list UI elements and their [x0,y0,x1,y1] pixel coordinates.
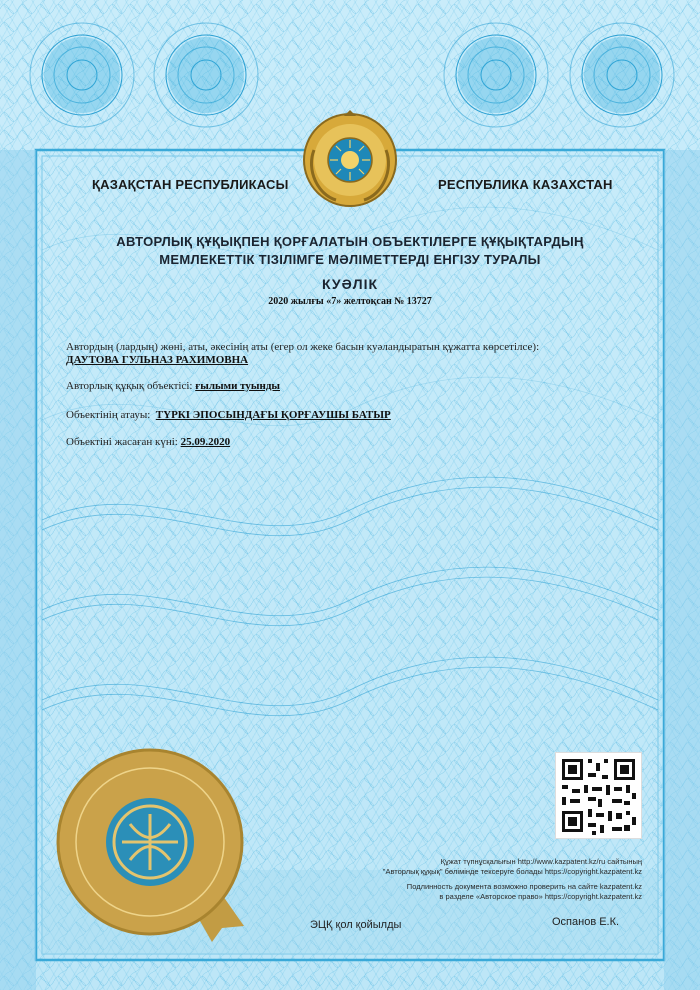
object-type-label: Авторлық құқық объектісі: [66,380,193,392]
document-name: КУӘЛІК [321,276,379,292]
signature-label: ЭЦҚ қол қойылды [310,919,402,931]
object-name-value: ТҮРКІ ЭПОСЫНДАҒЫ ҚОРҒАУШЫ БАТЫР [155,409,391,421]
signer-name: Оспанов Е.К. [552,916,620,928]
title-line-1: АВТОРЛЫҚ ҚҰҚЫҚПЕН ҚОРҒАЛАТЫН ОБЪЕКТІЛЕРГЕ ҚҰҚЫҚТАРДЫҢ [116,234,584,249]
object-type-row [66,380,280,392]
object-type-value: ғылыми туынды [195,380,280,392]
document-date-number: 2020 жылғы «7» желтоқсан № 13727 [268,296,432,307]
verification-text-ru [360,882,642,902]
object-name-row [66,409,391,421]
verification-text-kz [360,857,642,877]
verification-kz-line-1: Құжат түпнұсқалығын http://www.kazpatent.kz/ru сайтының [440,857,642,866]
verification-kz-line-2: "Авторлық құқық" бөлімінде тексеруге болады https://copyright.kazpatent.kz [382,867,642,876]
title-line-2: МЕМЛЕКЕТТІК ТІЗІЛІМГЕ МӘЛІМЕТТЕРДІ ЕНГІЗУ ТУРАЛЫ [159,252,541,267]
state-emblem-icon [300,110,400,210]
institute-seal-icon [52,746,248,942]
verification-ru-line-2: в разделе «Авторское право» https://copyright.kazpatent.kz [439,892,642,901]
created-date-row [66,436,230,448]
country-name-kz: ҚАЗАҚСТАН РЕСПУБЛИКАСЫ [92,177,289,192]
country-name-ru: РЕСПУБЛИКА КАЗАХСТАН [438,177,613,192]
created-date-label: Объектіні жасаған күні: [66,436,178,448]
verification-ru-line-1: Подлинность документа возможно проверить на сайте kazpatent.kz [406,882,642,891]
created-date-value: 25.09.2020 [180,436,231,448]
object-name-label: Объектінің атауы: [66,409,151,421]
author-value: ДАУТОВА ГУЛЬНАЗ РАХИМОВНА [66,354,249,366]
author-label: Автордың (лардың) жөні, аты, әкесінің аты (егер ол жеке басын куәландыратын құжатта көрсетілсе): [66,341,540,353]
qr-code-icon[interactable] [555,752,642,839]
